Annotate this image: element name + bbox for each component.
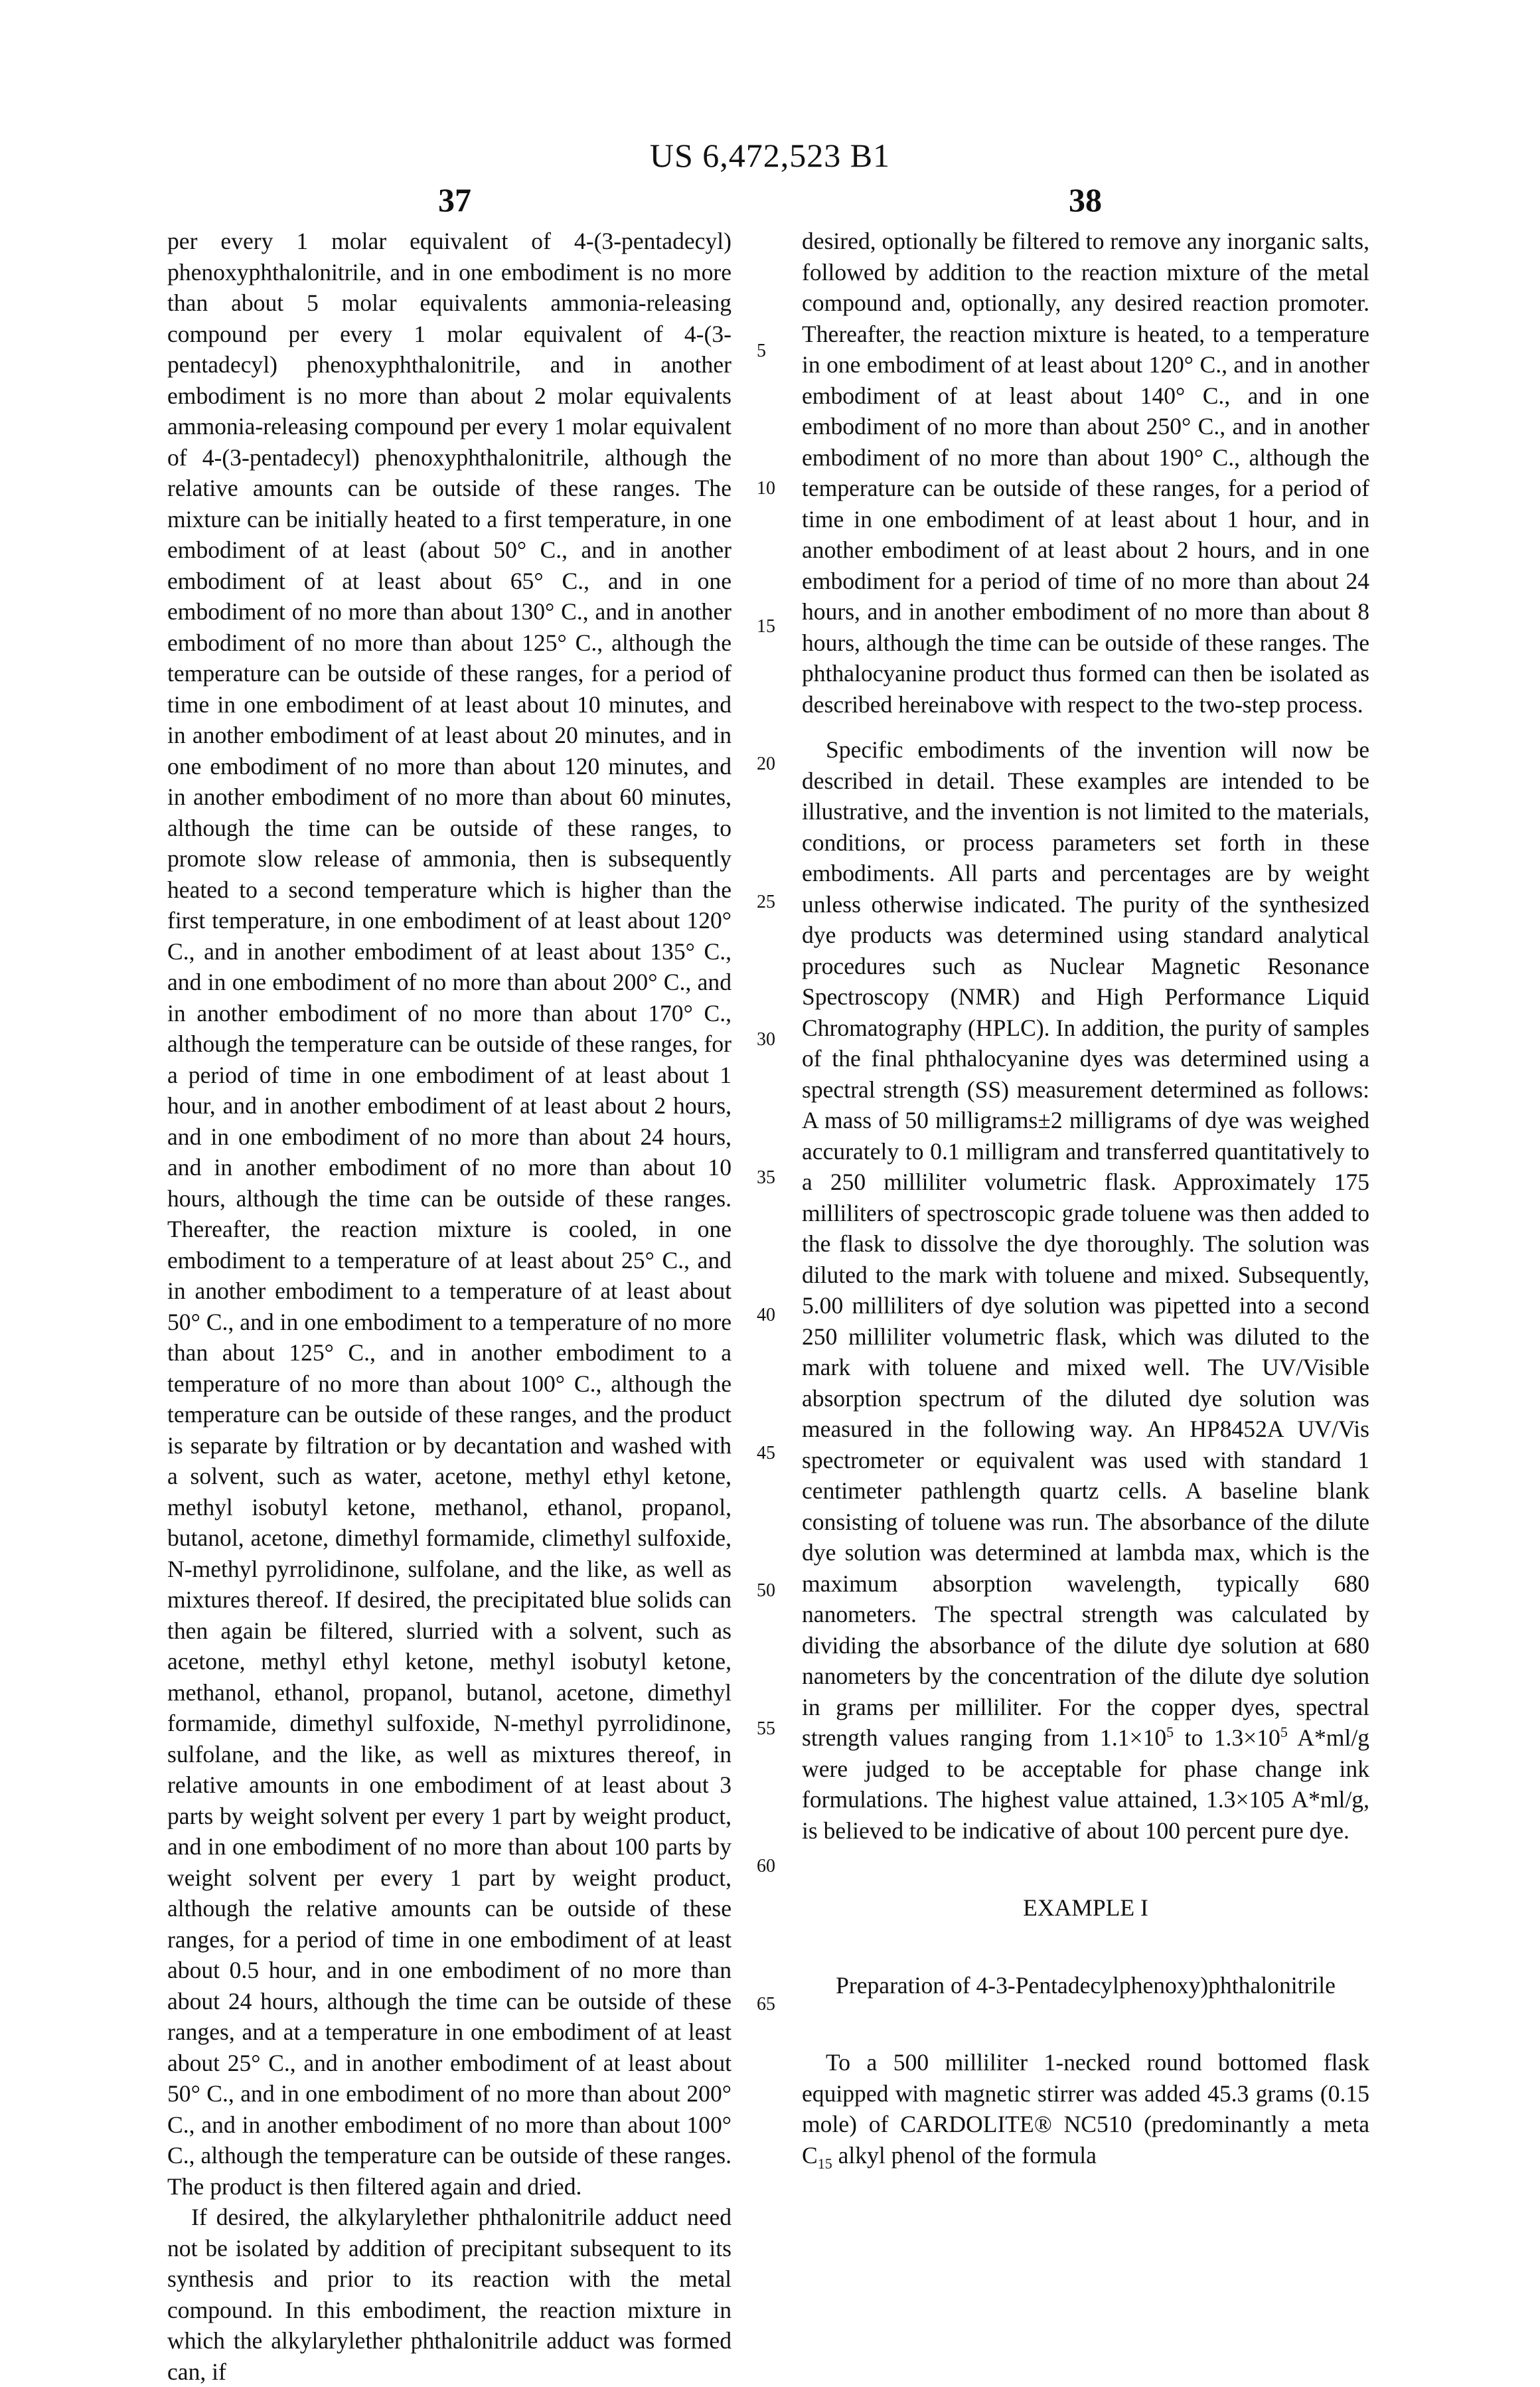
line-number: 10: [757, 478, 775, 499]
right-paragraph-1: desired, optionally be filtered to remove any inorganic salts, followed by addition to the reaction mixture of the metal compound and, optionally, any desired reaction promoter. Thereafter, the reaction mixture is heated, to a temperature in one embodiment of at least about 120° C., and in another embodiment of at least about 140° C., and in one embodiment of no more than about 250° C., and in another embodiment of no more than about 190° C., although the temperature can be outside of these ranges, for a period of time in one embodiment of at least about 1 hour, and in another embodiment of at least about 2 hours, and in one embodiment for a period of time of no more than about 24 hours, and in another embodiment of no more than about 8 hours, although the time can be outside of these ranges. The phthalocyanine product thus formed can then be isolated as described hereinabove with respect to the two-step process.: [802, 226, 1369, 720]
text-span: alkyl phenol of the formula: [832, 2142, 1097, 2169]
left-paragraph-2: If desired, the alkylarylether phthalonitrile adduct need not be isolated by addition of precipitant subsequent to its synthesis and prior to its reaction with the metal compound. In this embodiment, the reaction mixture in which the alkylarylether phthalonitrile adduct was formed can, if: [167, 2202, 732, 2387]
right-paragraph-3: [802, 2047, 1369, 2171]
line-number: 30: [757, 1029, 775, 1050]
line-number: 55: [757, 1718, 775, 1740]
right-paragraph-2: [802, 734, 1369, 1846]
example-heading: EXAMPLE I: [802, 1892, 1369, 1924]
text-span: To a 500 milliliter 1-necked round bottomed flask equipped with magnetic stirrer was added 45.3 grams (0.15 mole) of CARDOLITE® NC510 (predominantly a meta C: [802, 2049, 1369, 2169]
superscript: 5: [1280, 1724, 1288, 1740]
left-column: [167, 226, 732, 2387]
right-column: [802, 226, 1369, 2171]
line-number: 50: [757, 1580, 775, 1602]
line-number: 5: [757, 341, 766, 362]
text-span: Specific embodiments of the invention will now be described in detail. These examples are intended to be illustrative, and the invention is not limited to the materials, conditions, or process parameters set forth in these embodiments. All parts and percentages are by weight unless otherwise indicated. The purity of the synthesized dye products was determined using standard analytical procedures such as Nuclear Magnetic Resonance Spectroscopy (NMR) and High Performance Liquid Chromatography (HPLC). In addition, the purity of samples of the final phthalocyanine dyes was determined using a spectral strength (SS) measurement determined as follows: A mass of 50 milligrams±2 milligrams of dye was weighed accurately to 0.1 milligram and transferred quantitatively to a 250 milliliter volumetric flask. Approximately 175 milliliters of spectroscopic grade toluene was then added to the flask to dissolve the dye thoroughly. The solution was diluted to the mark with toluene and mixed. Subsequently, 5.00 milliliters of dye solution was pipetted into a second 250 milliliter volumetric flask, which was diluted to the mark with toluene and mixed well. The UV/Visible absorption spectrum of the diluted dye solution was measured in the following way. An HP8452A UV/Vis spectrometer or equivalent was used with standard 1 centimeter pathlength quartz cells. A baseline blank consisting of toluene was run. The absorbance of the dilute dye solution was determined at lambda max, which is the maximum absorption wavelength, typically 680 nanometers. The spectral strength was calculated by dividing the absorbance of the dilute dye solution at 680 nanometers by the concentration of the dilute dye solution in grams per milliliter. For the copper dyes, spectral strength values ranging from 1.1×10: [802, 736, 1369, 1751]
line-number: 20: [757, 754, 775, 775]
line-number: 15: [757, 616, 775, 637]
line-number: 60: [757, 1856, 775, 1877]
text-span: A*ml/g were judged to be acceptable for phase change ink formulations. The highest value attained, 1.3×105 A*ml/g, is believed to be indicative of about 100 percent pure dye.: [802, 1724, 1369, 1844]
left-page-number: 37: [438, 181, 471, 219]
patent-number: US 6,472,523 B1: [0, 136, 1540, 175]
line-number: 65: [757, 1994, 775, 2015]
text-span: to 1.3×10: [1174, 1724, 1280, 1751]
superscript: 5: [1166, 1724, 1174, 1740]
line-number: 25: [757, 892, 775, 913]
line-number: 45: [757, 1443, 775, 1464]
line-number: 40: [757, 1305, 775, 1326]
right-page-number: 38: [1069, 181, 1102, 219]
left-paragraph-1: per every 1 molar equivalent of 4-(3-pentadecyl) phenoxyphthalonitrile, and in one embodiment is no more than about 5 molar equivalents ammonia-releasing compound per every 1 molar equivalent of 4-(3-pentadecyl) phenoxyphthalonitrile, and in another embodiment is no more than about 2 molar equivalents ammonia-releasing compound per every 1 molar equivalent of 4-(3-pentadecyl) phenoxyphthalonitrile, although the relative amounts can be outside of these ranges. The mixture can be initially heated to a first temperature, in one embodiment of at least (about 50° C., and in another embodiment of at least about 65° C., and in one embodiment of no more than about 130° C., and in another embodiment of no more than about 125° C., although the temperature can be outside of these ranges, for a period of time in one embodiment of at least about 10 minutes, and in another embodiment of at least about 20 minutes, and in one embodiment of no more than about 120 minutes, and in another embodiment of no more than about 60 minutes, although the time can be outside of these ranges, to promote slow release of ammonia, then is subsequently heated to a second temperature which is higher than the first temperature, in one embodiment of at least about 120° C., and in another embodiment of at least about 135° C., and in one embodiment of no more than about 200° C., and in another embodiment of no more than about 170° C., although the temperature can be outside of these ranges, for a period of time in one embodiment of at least about 1 hour, and in another embodiment of at least about 2 hours, and in one embodiment of no more than about 24 hours, and in another embodiment of no more than about 10 hours, although the time can be outside of these ranges. Thereafter, the reaction mixture is cooled, in one embodiment to a temperature of at least about 25° C., and in another embodiment to a temperature of at least about 50° C., and in one embodiment to a temperature of no more than about 125° C., and in another embodiment to a temperature of no more than about 100° C., although the temperature can be outside of these ranges, and the product is separate by filtration or by decantation and washed with a solvent, such as water, acetone, methyl ethyl ketone, methyl isobutyl ketone, methanol, ethanol, propanol, butanol, acetone, dimethyl formamide, climethyl sulfoxide, N-methyl pyrrolidinone, sulfolane, and the like, as well as mixtures thereof. If desired, the precipitated blue solids can then again be filtered, slurried with a solvent, such as acetone, methyl ethyl ketone, methyl isobutyl ketone, methanol, ethanol, propanol, butanol, acetone, dimethyl formamide, dimethyl sulfoxide, N-methyl pyrrolidinone, sulfolane, and the like, as well as mixtures thereof, in relative amounts in one embodiment of at least about 3 parts by weight solvent per every 1 part by weight product, and in one embodiment of no more than about 100 parts by weight solvent per every 1 part by weight product, although the relative amounts can be outside of these ranges, for a period of time in one embodiment of at least about 0.5 hour, and in one embodiment of no more than about 24 hours, although the time can be outside of these ranges, and at a temperature in one embodiment of at least about 25° C., and in another embodiment of at least about 50° C., and in one embodiment of no more than about 200° C., and in another embodiment of no more than about 100° C., although the temperature can be outside of these ranges. The product is then filtered again and dried.: [167, 226, 732, 2202]
preparation-heading: Preparation of 4-3-Pentadecylphenoxy)phthalonitrile: [802, 1970, 1369, 2001]
line-number: 35: [757, 1167, 775, 1189]
subscript: 15: [818, 2155, 832, 2172]
